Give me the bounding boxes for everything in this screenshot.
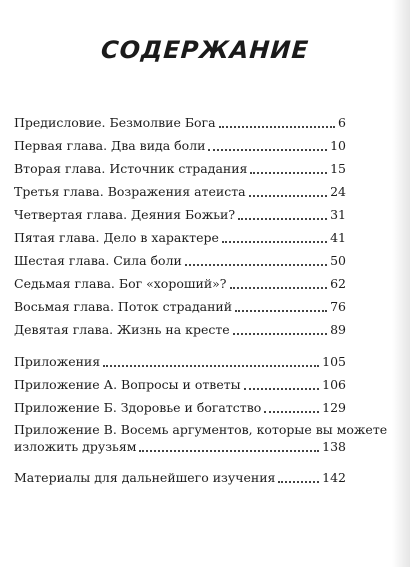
toc-entry-appendix-a [14, 377, 346, 393]
toc-page-number: 15 [330, 161, 346, 176]
dot-leader [219, 125, 335, 128]
toc-page-number: 89 [330, 322, 346, 337]
toc-entry-chapter-1 [14, 138, 346, 154]
toc-entry-label: Материалы для дальнейшего изучения [14, 470, 276, 485]
toc-page-number: 129 [322, 400, 346, 415]
toc-entry-further-reading [14, 470, 346, 486]
toc-entry-label: Восьмая глава. Поток страданий [14, 299, 233, 314]
toc-entry-label: Приложение А. Вопросы и ответы [14, 377, 241, 392]
toc-entry-label: Вторая глава. Источник страдания [14, 161, 248, 176]
dot-leader [235, 309, 327, 312]
toc-entry-preface [14, 115, 346, 131]
toc-entry-label: Предисловие. Безмолвие Бога [14, 115, 216, 130]
toc-entry-label: Четвертая глава. Деяния Божьи? [14, 207, 236, 222]
toc-entry-chapter-9 [14, 322, 346, 338]
dot-leader [244, 387, 320, 390]
toc-page-number: 62 [330, 276, 346, 291]
dot-leader [238, 217, 327, 220]
toc-page-number: 106 [322, 377, 346, 392]
toc-page-number: 50 [330, 253, 346, 268]
toc-page-number: 6 [338, 115, 346, 130]
dot-leader [249, 194, 328, 197]
toc-entry-label: Девятая глава. Жизнь на кресте [14, 322, 230, 337]
toc-entry-appendix-b [14, 400, 346, 416]
toc-entry-label: Шестая глава. Сила боли [14, 253, 182, 268]
dot-leader [185, 263, 327, 266]
dot-leader [222, 240, 327, 243]
toc-entry-label-line-1: Приложение В. Восемь аргументов, которые вы можете [14, 422, 388, 437]
dot-leader [230, 286, 328, 289]
toc-entry-chapter-5 [14, 230, 346, 246]
toc-entry-chapter-3 [14, 184, 346, 200]
toc-entry-label: Приложения [14, 354, 101, 369]
dot-leader [208, 148, 327, 151]
toc-page-number: 41 [330, 230, 346, 245]
toc-entry-chapter-4 [14, 207, 346, 223]
toc-entry-label: Первая глава. Два вида боли [14, 138, 206, 153]
page-title: СОДЕРЖАНИЕ [100, 36, 310, 64]
toc-page-number: 105 [322, 354, 346, 369]
toc-entry-label: Седьмая глава. Бог «хороший»? [14, 276, 227, 291]
dot-leader [103, 364, 319, 367]
toc-entry-label: Третья глава. Возражения атеиста [14, 184, 246, 199]
toc-entry-label: Пятая глава. Дело в характере [14, 230, 219, 245]
toc-entry-label: изложить друзьям [14, 439, 137, 454]
toc-entry-appendix-v [14, 422, 388, 455]
dot-leader [250, 171, 327, 174]
toc-page-number: 76 [330, 299, 346, 314]
toc-entry-chapter-8 [14, 299, 346, 315]
toc-page-number: 31 [330, 207, 346, 222]
toc-page-number: 138 [322, 439, 346, 454]
toc-entry-chapter-7 [14, 276, 346, 292]
dot-leader [139, 449, 319, 452]
toc-entry-appendices [14, 354, 346, 370]
dot-leader [264, 410, 319, 413]
page-edge-shadow [392, 0, 410, 567]
toc-entry-chapter-2 [14, 161, 346, 177]
toc-page-number: 10 [330, 138, 346, 153]
toc-page-number: 142 [322, 470, 346, 485]
toc-page-number: 24 [330, 184, 346, 199]
toc-entry-chapter-6 [14, 253, 346, 269]
dot-leader [278, 480, 319, 483]
dot-leader [233, 332, 327, 335]
toc-entry-label: Приложение Б. Здоровье и богатство [14, 400, 262, 415]
